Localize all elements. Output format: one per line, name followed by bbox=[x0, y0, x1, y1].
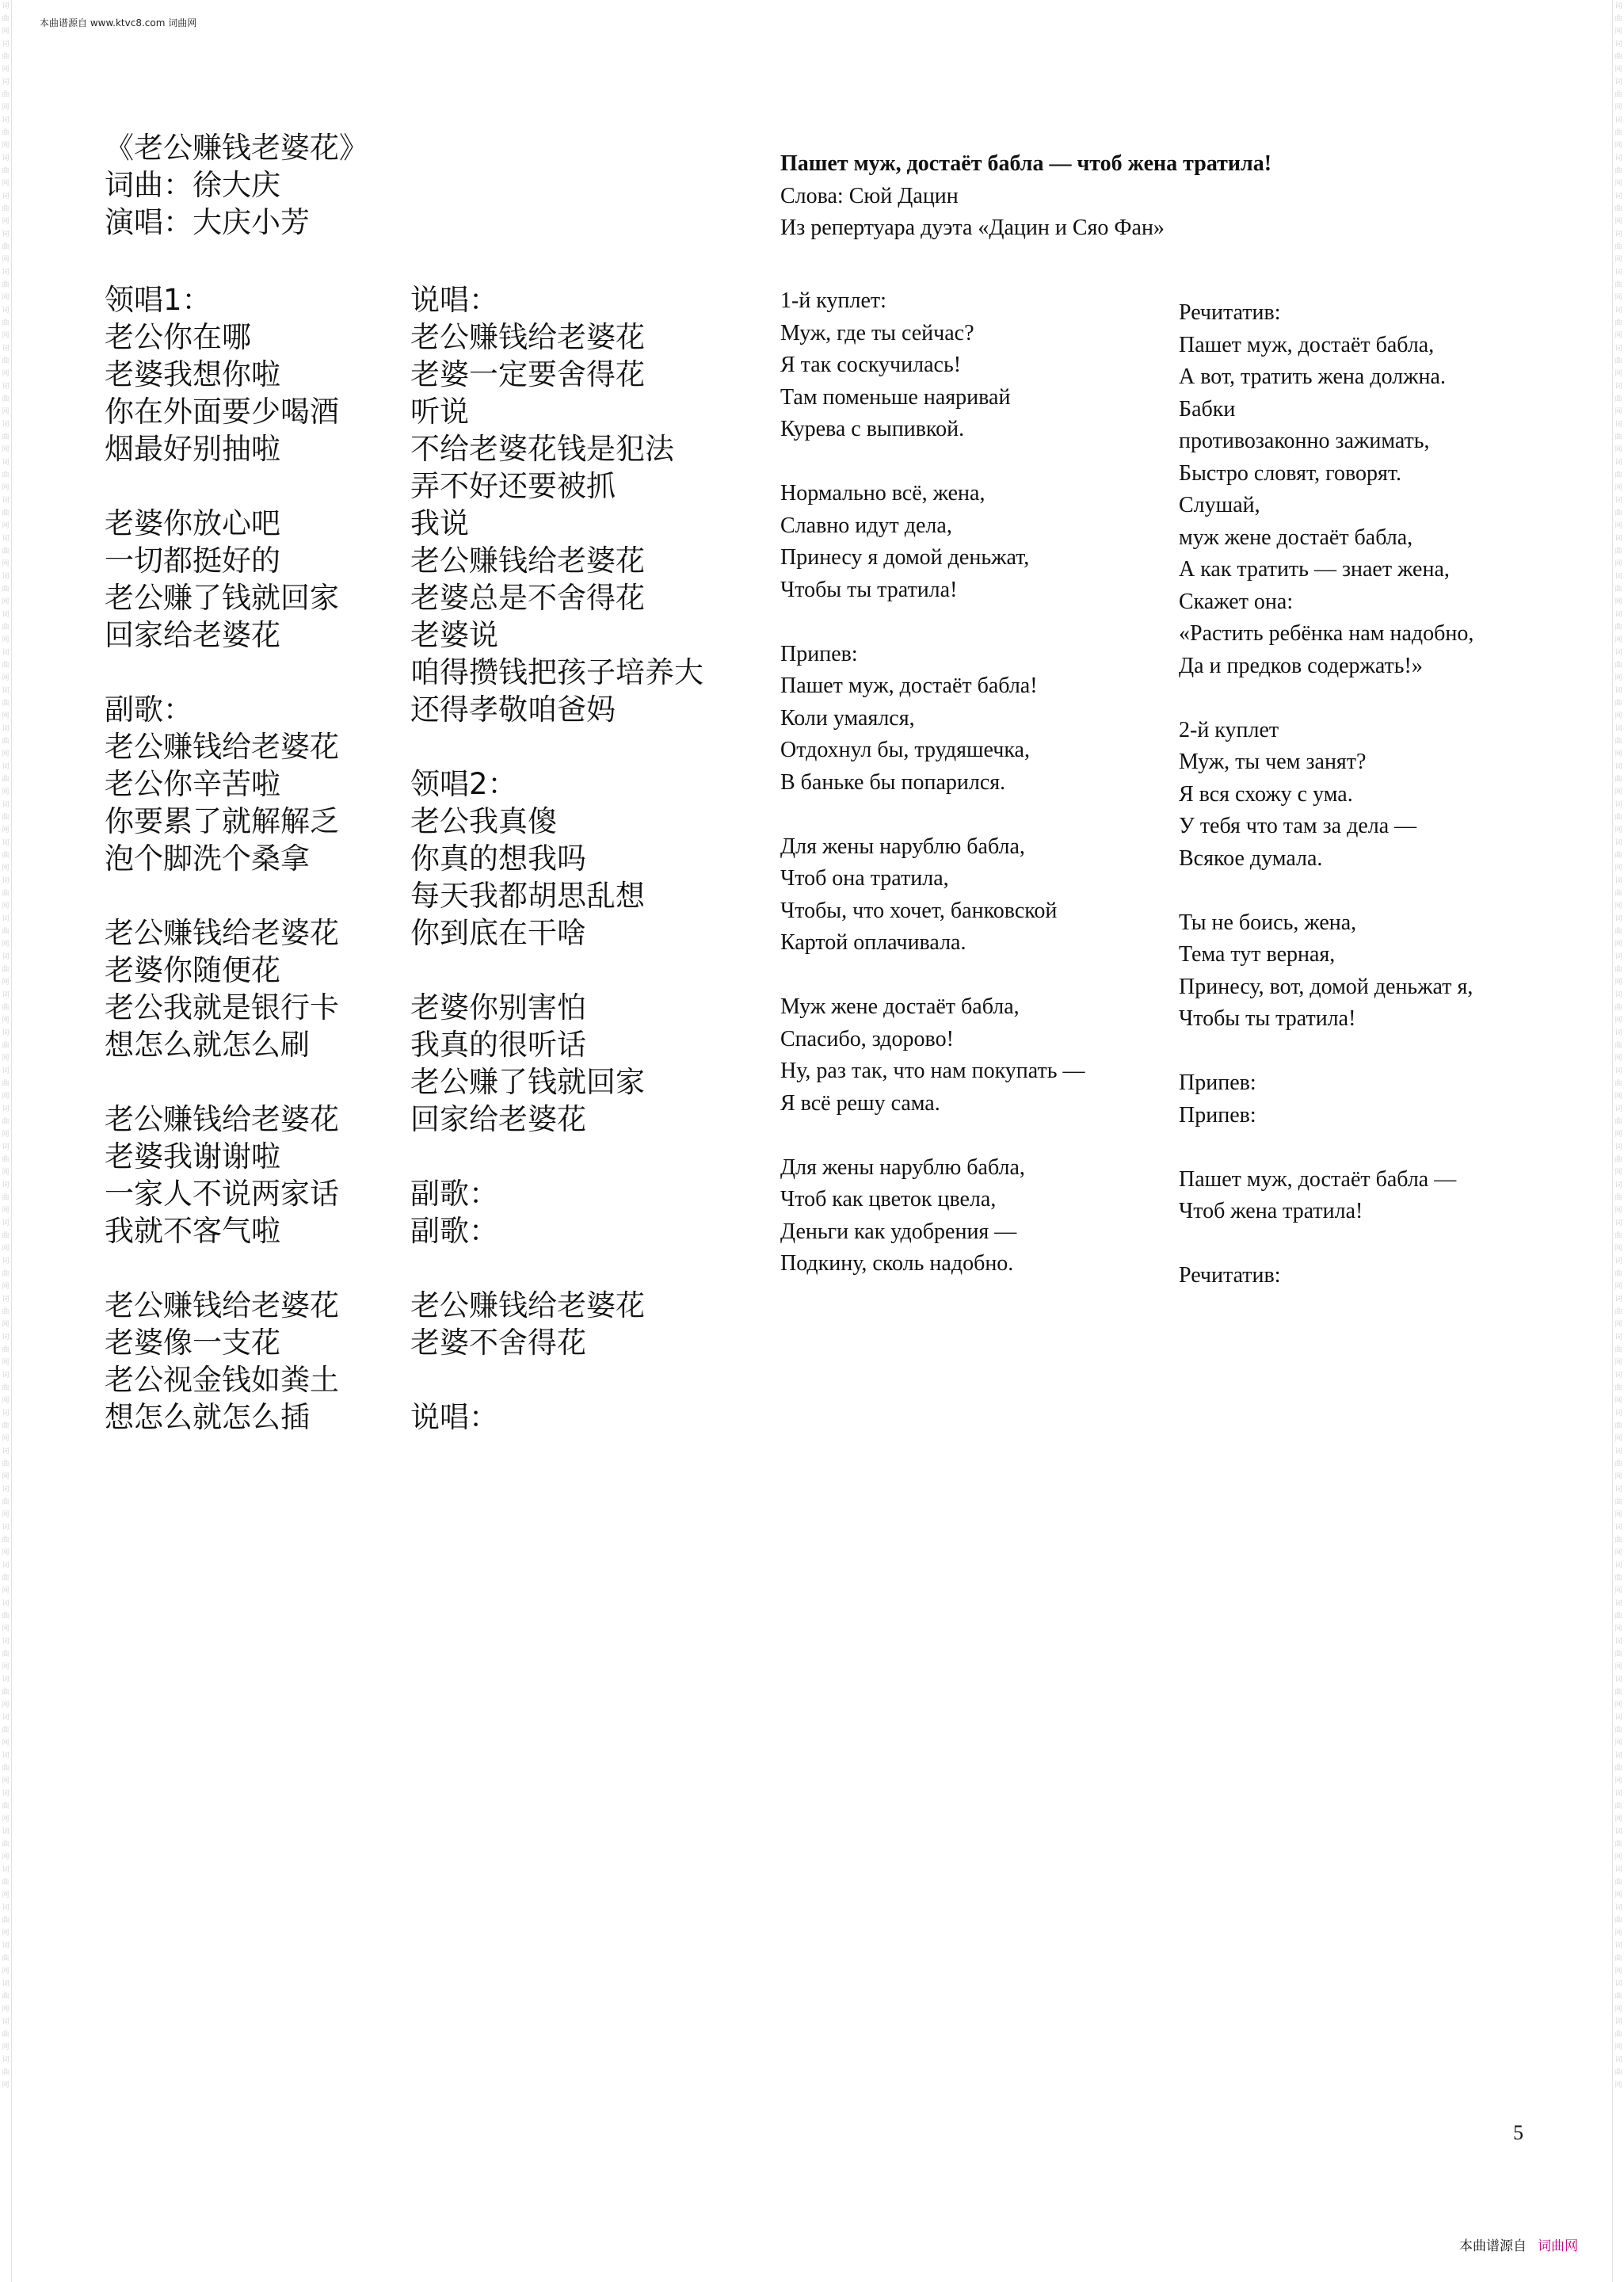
lyric-line: Муж, где ты сейчас? bbox=[780, 320, 974, 345]
lyric-line: 说唱： bbox=[410, 283, 498, 317]
watermark-mark: 词曲网 bbox=[1614, 2018, 1622, 2051]
watermark-mark: 词曲网 bbox=[1614, 459, 1622, 492]
watermark-mark: 词曲网 bbox=[2, 1296, 10, 1329]
stanza bbox=[105, 1287, 339, 1436]
stanza bbox=[105, 914, 339, 1063]
watermark-mark: 词曲网 bbox=[2, 1866, 10, 1899]
watermark-mark: 词曲网 bbox=[1614, 2056, 1622, 2089]
lyric-line: Курева с выпивкой. bbox=[780, 417, 965, 441]
lyric-line: 弄不好还要被抓 bbox=[410, 469, 616, 503]
lyric-line: 老婆总是不舍得花 bbox=[410, 581, 645, 615]
lyric-line: Я так соскучилась! bbox=[780, 353, 962, 377]
lyric-line: Чтоб жена тратила! bbox=[1179, 1199, 1363, 1223]
lyric-line: «Растить ребёнка нам надобно, bbox=[1179, 621, 1474, 646]
lyric-line: 我说 bbox=[410, 506, 469, 540]
lyric-line: 回家给老婆花 bbox=[410, 1102, 586, 1136]
watermark-mark: 词曲网 bbox=[1614, 1334, 1622, 1367]
stanza bbox=[780, 478, 1085, 606]
watermark-mark: 词曲网 bbox=[1614, 1790, 1622, 1823]
lyric-line: 一切都挺好的 bbox=[105, 544, 280, 578]
watermark-mark: 词曲网 bbox=[1614, 1105, 1622, 1139]
watermark-mark: 词曲网 bbox=[1614, 1257, 1622, 1291]
stanza bbox=[780, 285, 1085, 446]
watermark-mark: 词曲网 bbox=[1614, 953, 1622, 986]
lyric-line: 老婆像一支花 bbox=[105, 1326, 280, 1360]
watermark-mark: 词曲网 bbox=[2, 155, 10, 188]
chinese-lyrics-credit: 词曲：徐大庆 bbox=[105, 168, 280, 202]
stanza bbox=[780, 831, 1085, 960]
lyric-line: 你要累了就解解乏 bbox=[105, 804, 339, 838]
lyric-line: Я всё решу сама. bbox=[780, 1090, 940, 1116]
stanza bbox=[410, 989, 703, 1138]
lyric-line: 老公赚了钱就回家 bbox=[410, 1065, 645, 1099]
watermark-mark: 词曲网 bbox=[2, 1790, 10, 1823]
watermark-mark: 词曲网 bbox=[2, 839, 10, 872]
lyric-line: 你真的想我吗 bbox=[410, 841, 586, 876]
lyric-line: 泡个脚洗个桑拿 bbox=[105, 841, 310, 876]
watermark-mark: 词曲网 bbox=[1614, 1638, 1622, 1671]
lyric-line: Для жены нарублю бабла, bbox=[780, 834, 1025, 859]
watermark-mark: 词曲网 bbox=[1614, 1181, 1622, 1215]
chinese-lyrics-column-2 bbox=[410, 281, 703, 1473]
watermark-mark: 词曲网 bbox=[1614, 1029, 1622, 1063]
watermark-mark: 词曲网 bbox=[1614, 421, 1622, 454]
lyric-line: 老公视金钱如粪土 bbox=[105, 1363, 339, 1397]
watermark-mark: 词曲网 bbox=[1614, 231, 1622, 264]
watermark-mark: 词曲网 bbox=[2, 1638, 10, 1671]
lyric-line: 老婆不舍得花 bbox=[410, 1326, 586, 1360]
lyric-line: 副歌： bbox=[105, 693, 193, 727]
watermark-mark: 词曲网 bbox=[1614, 155, 1622, 188]
lyric-line: Пашет муж, достаёт бабла! bbox=[780, 674, 1038, 698]
watermark-mark: 词曲网 bbox=[1614, 1600, 1622, 1633]
lyric-line: А как тратить — знает жена, bbox=[1179, 557, 1450, 582]
watermark-mark: 词曲网 bbox=[2, 1029, 10, 1063]
lyric-line: Я вся схожу с ума. bbox=[1179, 781, 1353, 807]
watermark-mark: 词曲网 bbox=[2, 915, 10, 948]
watermark-mark: 词曲网 bbox=[1614, 193, 1622, 226]
watermark-mark: 词曲网 bbox=[1614, 1296, 1622, 1329]
watermark-mark: 词曲网 bbox=[1614, 1448, 1622, 1481]
russian-lyrics-column-2 bbox=[1179, 297, 1473, 1324]
watermark-mark: 词曲网 bbox=[2, 345, 10, 378]
russian-lyrics-column-1 bbox=[780, 285, 1085, 1312]
lyric-line: 老婆一定要舍得花 bbox=[410, 357, 645, 391]
watermark-mark: 词曲网 bbox=[1614, 1372, 1622, 1405]
lyric-line: 副歌： bbox=[410, 1177, 498, 1211]
chinese-lyrics-column-1 bbox=[105, 281, 339, 1473]
lyric-line: 老婆你别害怕 bbox=[410, 990, 586, 1025]
lyric-line: 老婆你随便花 bbox=[105, 953, 280, 987]
lyric-line: 老公赚钱给老婆花 bbox=[105, 916, 339, 950]
stanza bbox=[780, 639, 1085, 799]
watermark-mark: 词曲网 bbox=[2, 1334, 10, 1367]
watermark-mark: 词曲网 bbox=[1614, 1942, 1622, 1975]
lyric-line: Слушай, bbox=[1179, 493, 1260, 517]
lyric-line: Чтоб как цветок цвела, bbox=[780, 1187, 997, 1212]
watermark-mark: 词曲网 bbox=[1614, 839, 1622, 872]
footer-brand: 词曲网 bbox=[1538, 2238, 1578, 2254]
lyric-line: 老婆说 bbox=[410, 618, 498, 652]
watermark-mark: 词曲网 bbox=[1614, 307, 1622, 340]
lyric-line: 每天我都胡思乱想 bbox=[410, 879, 645, 913]
watermark-mark: 词曲网 bbox=[2, 1980, 10, 2013]
watermark-mark: 词曲网 bbox=[1614, 1562, 1622, 1595]
watermark-mark: 词曲网 bbox=[2, 1181, 10, 1215]
stanza bbox=[410, 765, 703, 952]
lyric-line: 老公赚钱给老婆花 bbox=[410, 320, 645, 354]
watermark-mark: 词曲网 bbox=[1614, 383, 1622, 416]
watermark-mark: 词曲网 bbox=[2, 231, 10, 264]
watermark-mark: 词曲网 bbox=[1614, 40, 1622, 74]
watermark-mark: 词曲网 bbox=[2, 421, 10, 454]
lyric-line: 你到底在干啥 bbox=[410, 916, 586, 950]
watermark-mark: 词曲网 bbox=[2, 725, 10, 758]
lyric-line: 老公赚了钱就回家 bbox=[105, 581, 339, 615]
stanza bbox=[410, 1287, 703, 1361]
lyric-line: 2-й куплет bbox=[1179, 717, 1279, 742]
lyric-line: Скажет она: bbox=[1179, 589, 1294, 614]
watermark-mark: 词曲网 bbox=[2, 535, 10, 568]
stanza bbox=[1179, 1164, 1473, 1228]
footer-source bbox=[1459, 2234, 1578, 2254]
watermark-mark: 词曲网 bbox=[1614, 1219, 1622, 1253]
stanza bbox=[105, 1101, 339, 1250]
lyric-line: Чтобы, что хочет, банковской bbox=[780, 898, 1058, 923]
lyric-line: 1-й куплет: bbox=[780, 288, 886, 313]
watermark-mark: 词曲网 bbox=[1614, 1866, 1622, 1899]
stanza bbox=[410, 1399, 703, 1436]
page-number: 5 bbox=[1513, 2121, 1523, 2144]
lyric-line: 想怎么就怎么插 bbox=[105, 1400, 310, 1434]
lyric-line: Коли умаялся, bbox=[780, 705, 915, 731]
watermark-mark: 词曲网 bbox=[1614, 497, 1622, 530]
stanza bbox=[410, 281, 703, 728]
lyric-line: 领唱2： bbox=[410, 767, 517, 801]
lyric-line: Да и предков содержать!» bbox=[1179, 653, 1423, 678]
watermark-mark: 词曲网 bbox=[2, 1714, 10, 1747]
lyric-line: Чтобы ты тратила! bbox=[1179, 1006, 1356, 1031]
watermark-mark: 词曲网 bbox=[1614, 877, 1622, 910]
watermark-mark: 词曲网 bbox=[2, 269, 10, 302]
lyric-line: Ну, раз так, что нам покупать — bbox=[780, 1059, 1085, 1083]
watermark-mark: 词曲网 bbox=[2, 953, 10, 986]
lyric-line: Бабки bbox=[1179, 396, 1236, 422]
watermark-mark: 词曲网 bbox=[2, 307, 10, 340]
watermark-mark: 词曲网 bbox=[2, 1410, 10, 1443]
stanza bbox=[1179, 907, 1473, 1036]
watermark-mark: 词曲网 bbox=[1614, 763, 1622, 796]
watermark-mark: 词曲网 bbox=[1614, 725, 1622, 758]
lyric-line: 老公赚钱给老婆花 bbox=[105, 1102, 339, 1136]
russian-words-credit: Слова: Сюй Дацин bbox=[780, 183, 959, 208]
lyric-line: Славно идут дела, bbox=[780, 513, 952, 538]
stanza bbox=[105, 691, 339, 877]
watermark-mark: 词曲网 bbox=[1614, 1980, 1622, 2013]
watermark-mark: 词曲网 bbox=[2, 497, 10, 530]
chinese-header bbox=[105, 129, 368, 241]
watermark-mark: 词曲网 bbox=[2, 1448, 10, 1481]
watermark-mark: 词曲网 bbox=[2, 687, 10, 720]
lyric-line: Там поменьше наяривай bbox=[780, 384, 1011, 410]
watermark-mark: 词曲网 bbox=[1614, 915, 1622, 948]
watermark-mark: 词曲网 bbox=[2, 573, 10, 606]
watermark-mark: 词曲网 bbox=[2, 1105, 10, 1139]
lyric-line: А вот, тратить жена должна. bbox=[1179, 364, 1446, 389]
watermark-mark: 词曲网 bbox=[2, 877, 10, 910]
stanza bbox=[780, 991, 1085, 1120]
watermark-mark: 词曲网 bbox=[2, 78, 10, 112]
watermark-mark: 词曲网 bbox=[1614, 687, 1622, 720]
russian-repertoire-credit: Из репертуара дуэта «Дацин и Сяо Фан» bbox=[780, 216, 1165, 240]
stanza bbox=[1179, 297, 1473, 682]
stanza bbox=[105, 505, 339, 654]
lyric-line: Отдохнул бы, трудяшечка, bbox=[780, 738, 1030, 762]
lyric-line: У тебя что там за дела — bbox=[1179, 814, 1417, 838]
watermark-mark: 词曲网 bbox=[2, 1828, 10, 1861]
watermark-mark: 词曲网 bbox=[1614, 649, 1622, 682]
footer-source-text: 本曲谱源自 bbox=[1459, 2238, 1527, 2254]
chinese-title: 《老公赚钱老婆花》 bbox=[105, 131, 368, 165]
watermark-mark: 词曲网 bbox=[2, 1524, 10, 1557]
watermark-mark: 词曲网 bbox=[2, 1372, 10, 1405]
russian-title: Пашет муж, достаёт бабла — чтоб жена тратила! bbox=[780, 151, 1272, 176]
lyric-line: Чтобы ты тратила! bbox=[780, 577, 958, 602]
stanza bbox=[1179, 1260, 1473, 1292]
lyric-line: В баньке бы попарился. bbox=[780, 769, 1006, 795]
lyric-line: 老公赚钱给老婆花 bbox=[105, 730, 339, 764]
lyric-line: Подкину, сколь надобно. bbox=[780, 1251, 1014, 1276]
watermark-mark: 词曲网 bbox=[2, 459, 10, 492]
lyric-line: Чтоб она тратила, bbox=[780, 866, 949, 891]
lyric-line: Спасибо, здорово! bbox=[780, 1026, 954, 1051]
stanza bbox=[410, 1175, 703, 1250]
watermark-mark: 词曲网 bbox=[1614, 1714, 1622, 1747]
watermark-mark: 词曲网 bbox=[2, 40, 10, 74]
lyric-line: 烟最好别抽啦 bbox=[105, 432, 280, 466]
lyric-line: Нормально всё, жена, bbox=[780, 481, 985, 506]
watermark-mark: 词曲网 bbox=[2, 611, 10, 644]
lyric-line: Картой оплачивала. bbox=[780, 930, 966, 955]
lyric-line: Припев: bbox=[1179, 1070, 1256, 1095]
lyric-line: 老婆我想你啦 bbox=[105, 357, 280, 391]
lyric-line: 不给老婆花钱是犯法 bbox=[410, 432, 674, 466]
lyric-line: 想怎么就怎么刷 bbox=[105, 1028, 310, 1062]
watermark-mark: 词曲网 bbox=[2, 1942, 10, 1975]
watermark-mark: 词曲网 bbox=[1614, 1486, 1622, 1519]
lyric-line: 咱得攒钱把孩子培养大 bbox=[410, 655, 703, 689]
watermark-mark: 词曲网 bbox=[1614, 1752, 1622, 1785]
lyric-line: Деньги как удобрения — bbox=[780, 1219, 1017, 1244]
lyric-line: Припев: bbox=[1179, 1102, 1256, 1128]
lyric-line: Речитатив: bbox=[1179, 300, 1281, 325]
watermark-mark: 词曲网 bbox=[1614, 1143, 1622, 1177]
watermark-mark: 词曲网 bbox=[2, 2, 10, 36]
lyric-line: 老婆我谢谢啦 bbox=[105, 1139, 280, 1173]
lyric-line: 还得孝敬咱爸妈 bbox=[410, 693, 616, 727]
watermark-mark: 词曲网 bbox=[2, 1562, 10, 1595]
watermark-mark: 词曲网 bbox=[2, 2018, 10, 2051]
watermark-mark: 词曲网 bbox=[1614, 1524, 1622, 1557]
watermark-mark: 词曲网 bbox=[1614, 1828, 1622, 1861]
watermark-mark: 词曲网 bbox=[2, 1752, 10, 1785]
lyric-line: 老公你辛苦啦 bbox=[105, 767, 280, 801]
watermark-mark: 词曲网 bbox=[1614, 78, 1622, 112]
watermark-mark: 词曲网 bbox=[1614, 116, 1622, 150]
lyric-line: Быстро словят, говорят. bbox=[1179, 460, 1401, 486]
right-watermark-strip bbox=[1612, 0, 1624, 2282]
watermark-mark: 词曲网 bbox=[2, 1257, 10, 1291]
lyric-line: 老公赚钱给老婆花 bbox=[105, 1288, 339, 1322]
left-watermark-strip bbox=[0, 0, 12, 2282]
lyric-line: Муж жене достаёт бабла, bbox=[780, 994, 1020, 1019]
lyric-line: Принесу я домой деньжат, bbox=[780, 545, 1030, 570]
watermark-mark: 词曲网 bbox=[2, 116, 10, 150]
watermark-mark: 词曲网 bbox=[2, 193, 10, 226]
lyric-line: 老婆你放心吧 bbox=[105, 506, 280, 540]
lyric-line: муж жене достаёт бабла, bbox=[1179, 525, 1413, 550]
watermark-mark: 词曲网 bbox=[2, 649, 10, 682]
lyric-line: 听说 bbox=[410, 395, 469, 429]
lyric-line: Пашет муж, достаёт бабла — bbox=[1179, 1166, 1457, 1192]
lyric-line: 一家人不说两家话 bbox=[105, 1177, 339, 1211]
lyric-line: 你在外面要少喝酒 bbox=[105, 395, 339, 429]
watermark-mark: 词曲网 bbox=[1614, 573, 1622, 606]
top-source-note: 本曲谱源自 www.ktvc8.com 词曲网 bbox=[40, 17, 197, 29]
watermark-mark: 词曲网 bbox=[1614, 801, 1622, 834]
lyric-line: 老公我就是银行卡 bbox=[105, 990, 339, 1025]
watermark-mark: 词曲网 bbox=[1614, 2, 1622, 36]
watermark-mark: 词曲网 bbox=[2, 1676, 10, 1709]
lyric-line: 回家给老婆花 bbox=[105, 618, 280, 652]
lyric-line: Пашет муж, достаёт бабла, bbox=[1179, 332, 1435, 357]
lyric-line: Всякое думала. bbox=[1179, 845, 1323, 871]
lyric-line: Муж, ты чем занят? bbox=[1179, 750, 1367, 774]
stanza bbox=[780, 1152, 1085, 1280]
chinese-singer-credit: 演唱：大庆小芳 bbox=[105, 205, 310, 239]
watermark-mark: 词曲网 bbox=[2, 1067, 10, 1101]
watermark-mark: 词曲网 bbox=[1614, 1410, 1622, 1443]
russian-header bbox=[780, 148, 1271, 245]
watermark-mark: 词曲网 bbox=[2, 1219, 10, 1253]
watermark-mark: 词曲网 bbox=[1614, 991, 1622, 1025]
watermark-mark: 词曲网 bbox=[2, 991, 10, 1025]
lyric-line: 老公赚钱给老婆花 bbox=[410, 544, 645, 578]
watermark-mark: 词曲网 bbox=[1614, 535, 1622, 568]
watermark-mark: 词曲网 bbox=[1614, 269, 1622, 302]
watermark-mark: 词曲网 bbox=[2, 1143, 10, 1177]
watermark-mark: 词曲网 bbox=[2, 1904, 10, 1937]
watermark-mark: 词曲网 bbox=[2, 1486, 10, 1519]
lyric-line: 老公我真傻 bbox=[410, 804, 557, 838]
lyric-line: 副歌： bbox=[410, 1214, 498, 1248]
watermark-mark: 词曲网 bbox=[1614, 1904, 1622, 1937]
lyric-line: 老公赚钱给老婆花 bbox=[410, 1288, 645, 1322]
watermark-mark: 词曲网 bbox=[2, 383, 10, 416]
watermark-mark: 词曲网 bbox=[2, 1600, 10, 1633]
lyric-line: 我就不客气啦 bbox=[105, 1214, 280, 1248]
watermark-mark: 词曲网 bbox=[1614, 1067, 1622, 1101]
stanza bbox=[105, 281, 339, 467]
watermark-mark: 词曲网 bbox=[2, 763, 10, 796]
lyric-line: Для жены нарублю бабла, bbox=[780, 1154, 1025, 1180]
watermark-mark: 词曲网 bbox=[1614, 611, 1622, 644]
lyric-line: Припев: bbox=[780, 641, 858, 666]
watermark-mark: 词曲网 bbox=[1614, 1676, 1622, 1709]
lyric-line: противозаконно зажимать, bbox=[1179, 429, 1430, 453]
lyric-line: 我真的很听话 bbox=[410, 1028, 586, 1062]
lyric-line: Тема тут верная, bbox=[1179, 942, 1336, 967]
stanza bbox=[1179, 715, 1473, 876]
lyric-line: 老公你在哪 bbox=[105, 320, 251, 354]
lyric-line: Ты не боись, жена, bbox=[1179, 910, 1357, 935]
watermark-mark: 词曲网 bbox=[1614, 345, 1622, 378]
watermark-mark: 词曲网 bbox=[2, 2056, 10, 2089]
stanza bbox=[1179, 1067, 1473, 1131]
lyric-line: Речитатив: bbox=[1179, 1263, 1281, 1288]
lyric-line: Принесу, вот, домой деньжат я, bbox=[1179, 974, 1473, 999]
lyric-line: 领唱1： bbox=[105, 283, 212, 317]
watermark-mark: 词曲网 bbox=[2, 801, 10, 834]
lyric-line: 说唱： bbox=[410, 1400, 498, 1434]
